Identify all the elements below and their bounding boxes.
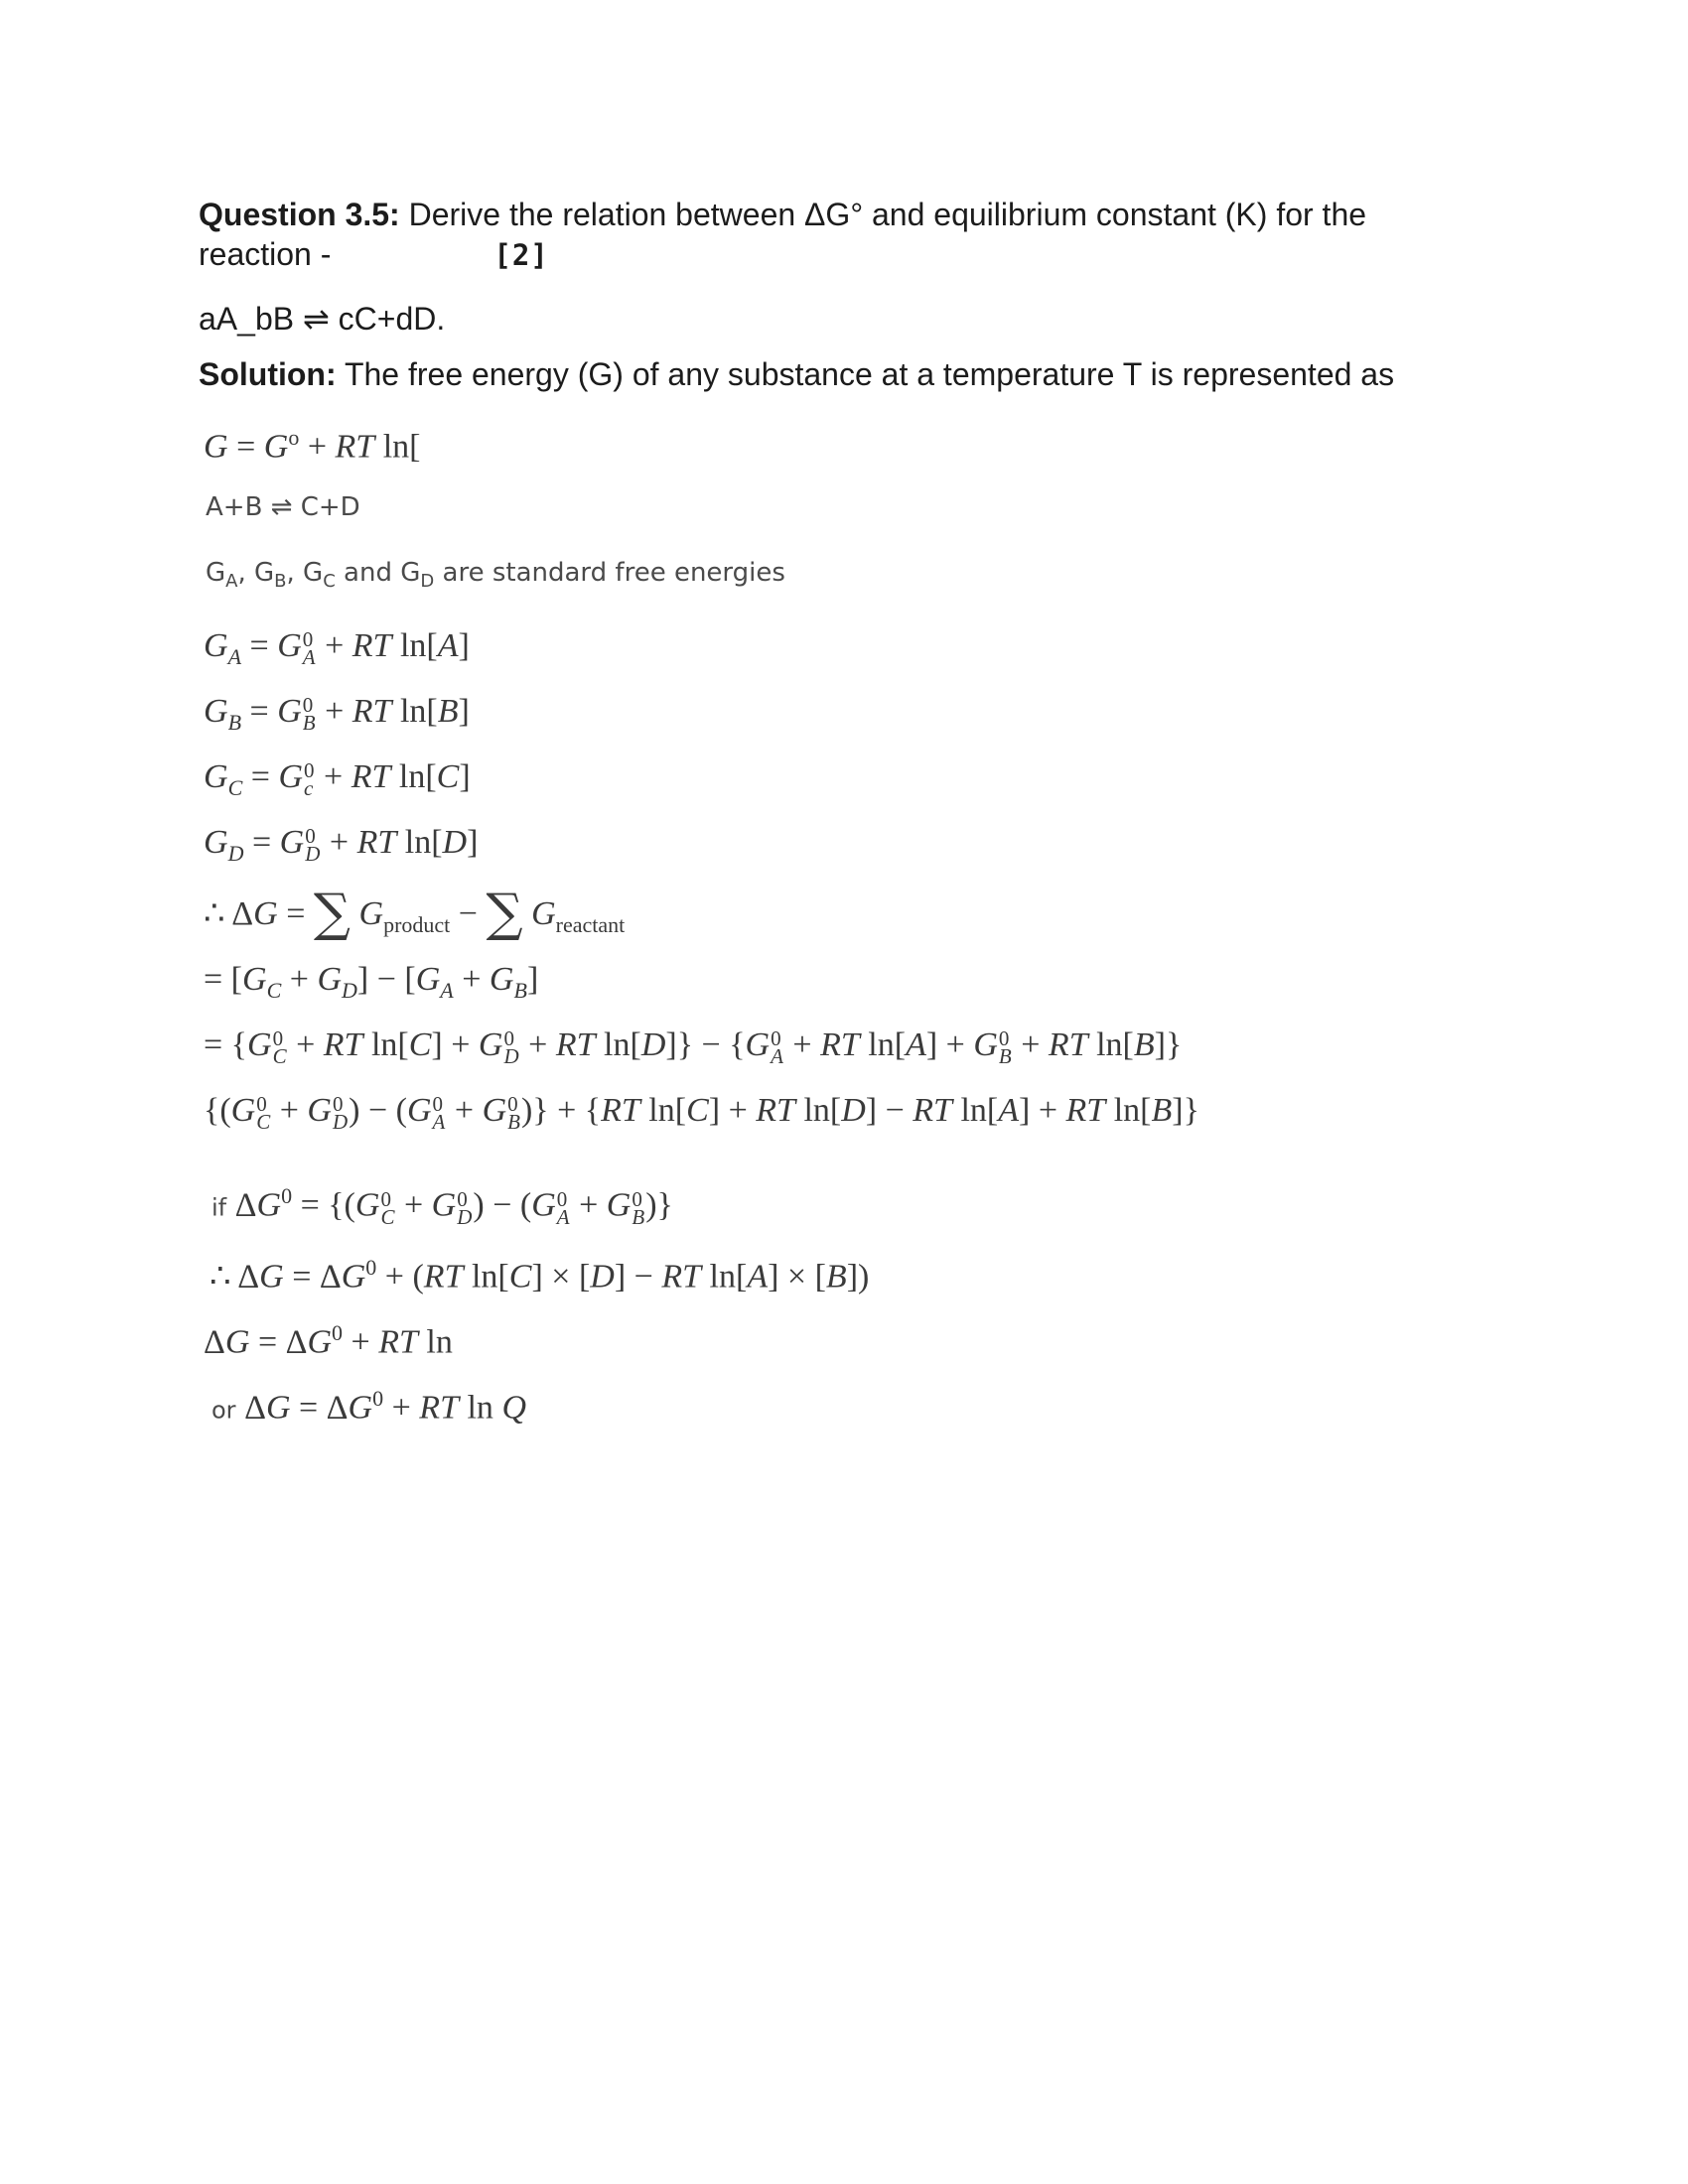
question-block	[199, 195, 1489, 275]
or-word: or	[211, 1396, 236, 1425]
equation-delta-g-ln: $\Delta G = \Delta G^0$ + RT ln	[204, 1320, 453, 1361]
equation-simple-reaction: A+B ⇌ C+D	[206, 492, 360, 522]
equation-delta-g0-definition: if $\Delta G^0 = \{(G$ 0 C + G 0 D ) − (G 0 A + G 0 B )}	[211, 1183, 673, 1229]
question-text-line2: reaction -	[199, 236, 332, 272]
marks-badge: [2]	[493, 238, 549, 272]
standard-free-energies-text: are standard free energies	[434, 558, 785, 588]
equation-delta-g-sum: ∴ ΔG = ∑ $G_{product}$ − ∑ $G_{reactant}$	[204, 884, 626, 943]
equation-gd: $G_D = G$ 0 D + RT ln[D]	[204, 824, 479, 867]
question-label: Question 3.5:	[199, 197, 400, 232]
equation-gc: $G_C = G$ 0 c + RT ln[C]	[204, 758, 471, 801]
equation-delta-g-lnq: or $\Delta G = \Delta G^0$ + RT ln Q	[211, 1386, 526, 1427]
equation-free-energy: $G = G^o$ + RT ln[	[204, 425, 421, 466]
equation-delta-g-step1: = $[G_C + G_D] - [G_A + G_B]$	[204, 961, 539, 1003]
equation-delta-g-step2: = {G 0 C + RT ln[C] + G 0 D + RT ln[D]} − {G 0 A + RT ln[A] + G 0 B + RT ln[B]}	[204, 1026, 1183, 1069]
equation-delta-g-step3: {(G 0 C + G 0 D ) − (G 0 A + G 0 B )} + {RT ln[C] + RT ln[D] − RT ln[A] + RT ln[B]}	[204, 1092, 1199, 1135]
if-word: if	[211, 1193, 227, 1222]
solution-label: Solution:	[199, 356, 337, 392]
solution-intro	[199, 356, 1509, 393]
question-text: Derive the relation between ΔG° and equilibrium constant (K) for the	[399, 197, 1367, 232]
equation-ga: $G_A = G$ 0 A + RT ln[A]	[204, 627, 470, 670]
reaction-equation: aA_bB ⇌ cC+dD.	[199, 301, 446, 337]
equation-delta-g-expanded: ∴ $\Delta G = \Delta G^0 + (RT$ ln[C] × [D] − RT ln[A] × [B])	[210, 1255, 870, 1296]
standard-free-energies-line: $G_A$, $G_B$, $G_C$ and $G_D$ are standard free energies	[206, 558, 785, 593]
equation-gb: $G_B = G$ 0 B + RT ln[B]	[204, 693, 470, 736]
solution-text: The free energy (G) of any substance at a temperature T is represented as	[336, 356, 1395, 392]
